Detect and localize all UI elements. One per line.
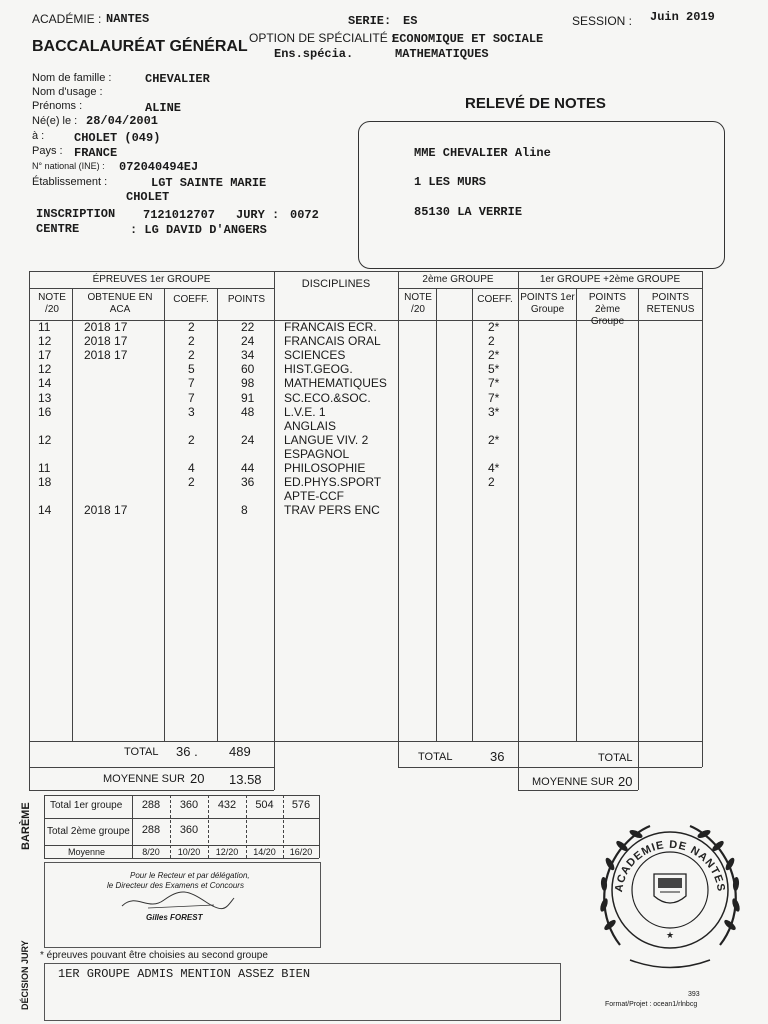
row-discipline: TRAV PERS ENC bbox=[284, 503, 380, 518]
ine-value: 072040494EJ bbox=[119, 160, 199, 174]
row-discipline: APTE-CCF bbox=[284, 489, 344, 504]
moyenne-sur: 20 bbox=[190, 771, 205, 786]
row-obtenue: 2018 17 bbox=[84, 348, 128, 363]
inscription-value: 7121012707 bbox=[143, 208, 216, 222]
bareme-row3-label: Moyenne bbox=[68, 847, 106, 857]
header-coeff-2eme: COEFF. bbox=[477, 294, 513, 305]
header-points-1er-groupe: POINTS 1er Groupe bbox=[520, 292, 575, 315]
row-coeff: 7 bbox=[188, 390, 195, 405]
row-discipline: SCIENCES bbox=[284, 348, 346, 363]
row-coeff2: 2* bbox=[488, 348, 500, 363]
birthdate-value: 28/04/2001 bbox=[86, 114, 159, 128]
seal-text: ACADEMIE DE NANTES bbox=[613, 838, 727, 893]
bareme-cell: 288 bbox=[141, 824, 161, 836]
row-points: 8 bbox=[241, 503, 248, 518]
bareme-cell: 288 bbox=[141, 799, 161, 811]
row-points: 22 bbox=[241, 320, 255, 334]
centre-label: CENTRE bbox=[36, 222, 80, 236]
row-points: 44 bbox=[241, 461, 255, 475]
bareme-cell: 504 bbox=[255, 799, 274, 811]
signature-line1: Pour le Recteur et par délégation, bbox=[130, 871, 250, 880]
row-discipline: FRANCAIS ECR. bbox=[284, 320, 377, 334]
ine-label: N° national (INE) : bbox=[32, 161, 105, 171]
total2-label: TOTAL bbox=[418, 751, 453, 763]
row-note: 18 bbox=[38, 475, 52, 490]
row-discipline: ESPAGNOL bbox=[284, 446, 350, 461]
row-coeff2: 4* bbox=[488, 461, 500, 475]
signature-name: Gilles FOREST bbox=[146, 913, 203, 922]
total-label: TOTAL bbox=[124, 746, 159, 758]
prenoms-value: ALINE bbox=[145, 101, 182, 115]
decision-side-label: DÉCISION JURY bbox=[20, 940, 30, 1010]
header-epreuves-1er-groupe: ÉPREUVES 1er GROUPE bbox=[92, 274, 211, 285]
decision-text: 1ER GROUPE ADMIS MENTION ASSEZ BIEN bbox=[58, 967, 311, 981]
row-coeff: 2 bbox=[188, 334, 195, 349]
row-coeff2: 2* bbox=[488, 320, 500, 334]
row-coeff: 5 bbox=[188, 362, 195, 377]
ens-label: Ens.spécia. bbox=[274, 47, 354, 61]
row-discipline: FRANCAIS ORAL bbox=[284, 334, 381, 349]
row-discipline: SC.ECO.&SOC. bbox=[284, 390, 371, 405]
bareme-cell: 360 bbox=[179, 824, 199, 836]
row-note: 12 bbox=[38, 432, 52, 447]
row-coeff2: 2 bbox=[488, 475, 495, 490]
header-2eme-groupe: 2ème GROUPE bbox=[422, 274, 494, 285]
header-points-retenus: POINTS RETENUS bbox=[646, 292, 695, 315]
total-coeff: 36 . bbox=[176, 744, 198, 759]
serie-value: ES bbox=[403, 14, 418, 28]
releve-title: RELEVÉ DE NOTES bbox=[465, 95, 606, 112]
session-label: SESSION : bbox=[572, 14, 633, 28]
row-coeff2: 5* bbox=[488, 362, 500, 377]
moyenne-label: MOYENNE SUR bbox=[103, 773, 185, 785]
row-note: 12 bbox=[38, 362, 52, 377]
row-discipline: ANGLAIS bbox=[284, 418, 337, 433]
svg-text:★: ★ bbox=[665, 930, 675, 940]
address-line2: 1 LES MURS bbox=[414, 175, 487, 189]
bareme-row2-label: Total 2ème groupe bbox=[47, 826, 130, 837]
row-coeff: 4 bbox=[188, 461, 195, 475]
row-points: 24 bbox=[241, 432, 255, 447]
bareme-cell: 432 bbox=[217, 799, 237, 811]
address-line1: MME CHEVALIER Aline bbox=[414, 146, 551, 160]
document-title: BACCALAURÉAT GÉNÉRAL bbox=[32, 38, 248, 55]
row-discipline: ED.PHYS.SPORT bbox=[284, 475, 382, 490]
total-points: 489 bbox=[229, 744, 251, 759]
nom-famille-label: Nom de famille : bbox=[32, 72, 112, 84]
header-points-2eme-groupe: POINTS 2ème Groupe bbox=[588, 292, 627, 327]
etablissement-label: Établissement : bbox=[32, 176, 108, 188]
header-1er-plus-2eme-groupe: 1er GROUPE +2ème GROUPE bbox=[539, 274, 681, 285]
jury-value: 0072 bbox=[290, 208, 319, 222]
row-coeff: 2 bbox=[188, 320, 195, 334]
bareme-cell: 12/20 bbox=[215, 847, 239, 857]
row-note: 14 bbox=[38, 503, 52, 518]
centre-value: : LG DAVID D'ANGERS bbox=[130, 223, 267, 237]
ens-value: MATHEMATIQUES bbox=[395, 47, 489, 61]
row-coeff2: 3* bbox=[488, 404, 500, 419]
etablissement-line1: LGT SAINTE MARIE bbox=[151, 176, 267, 190]
bareme-side-label: BARÈME bbox=[20, 802, 32, 850]
row-note: 13 bbox=[38, 390, 52, 405]
signature-scribble bbox=[118, 886, 238, 914]
jury-label: JURY : bbox=[236, 208, 280, 222]
academie-label: ACADÉMIE : bbox=[32, 12, 102, 26]
bareme-cell: 360 bbox=[179, 799, 199, 811]
inscription-label: INSCRIPTION bbox=[36, 207, 116, 221]
bareme-cell: 14/20 bbox=[253, 847, 276, 857]
header-coeff: COEFF. bbox=[173, 294, 209, 305]
bareme-cell: 10/20 bbox=[177, 847, 201, 857]
header-disciplines: DISCIPLINES bbox=[301, 278, 371, 290]
row-note: 12 bbox=[38, 334, 52, 349]
row-discipline: MATHEMATIQUES bbox=[284, 376, 387, 391]
row-discipline: LANGUE VIV. 2 bbox=[284, 432, 369, 447]
footer-code: 393 bbox=[688, 991, 700, 998]
row-points: 36 bbox=[241, 475, 255, 490]
row-points: 24 bbox=[241, 334, 255, 349]
row-note: 17 bbox=[38, 348, 52, 363]
etablissement-line2: CHOLET bbox=[126, 190, 170, 204]
row-discipline: L.V.E. 1 bbox=[284, 404, 326, 419]
row-coeff: 2 bbox=[188, 348, 195, 363]
header-note: NOTE /20 bbox=[38, 292, 66, 315]
bareme-cell: 8/20 bbox=[142, 847, 160, 857]
row-points: 34 bbox=[241, 348, 255, 363]
academie-seal bbox=[590, 810, 750, 980]
address-box bbox=[358, 121, 725, 269]
session-value: Juin 2019 bbox=[650, 10, 715, 24]
row-coeff: 2 bbox=[188, 432, 195, 447]
row-coeff: 3 bbox=[188, 404, 195, 419]
header-note-2eme: NOTE /20 bbox=[404, 292, 432, 315]
birthplace-value: CHOLET (049) bbox=[74, 131, 161, 145]
row-note: 11 bbox=[38, 461, 51, 475]
row-coeff: 7 bbox=[188, 376, 195, 391]
bareme-row1-label: Total 1er groupe bbox=[50, 800, 123, 811]
footnote: * épreuves pouvant être choisies au second groupe bbox=[40, 950, 268, 961]
row-points: 98 bbox=[241, 376, 255, 391]
address-line3: 85130 LA VERRIE bbox=[414, 205, 523, 219]
prenoms-label: Prénoms : bbox=[32, 100, 83, 112]
row-obtenue: 2018 17 bbox=[84, 334, 128, 349]
signature-line2: le Directeur des Examens et Concours bbox=[107, 881, 244, 890]
option-label: OPTION DE SPÉCIALITÉ : bbox=[249, 31, 395, 45]
nom-usage-label: Nom d'usage : bbox=[32, 86, 103, 98]
pays-label: Pays : bbox=[32, 145, 63, 157]
row-obtenue: 2018 17 bbox=[84, 503, 128, 518]
row-coeff2: 7* bbox=[488, 376, 500, 391]
option-value: ECONOMIQUE ET SOCIALE bbox=[392, 32, 544, 46]
row-coeff2: 2* bbox=[488, 432, 500, 447]
bareme-cell: 576 bbox=[291, 799, 311, 811]
row-points: 48 bbox=[241, 404, 255, 419]
header-obtenue: OBTENUE EN ACA bbox=[87, 292, 153, 315]
row-discipline: PHILOSOPHIE bbox=[284, 461, 366, 475]
nom-famille-value: CHEVALIER bbox=[145, 72, 210, 86]
row-note: 14 bbox=[38, 376, 52, 391]
moyenne2-label: MOYENNE SUR bbox=[532, 776, 614, 788]
row-coeff2: 7* bbox=[488, 390, 500, 405]
moyenne-value: 13.58 bbox=[229, 772, 262, 787]
total2-coeff: 36 bbox=[490, 749, 505, 764]
serie-label: SERIE: bbox=[348, 14, 392, 28]
total3-label: TOTAL bbox=[598, 752, 633, 764]
bareme-cell: 16/20 bbox=[289, 847, 313, 857]
pays-value: FRANCE bbox=[74, 146, 118, 160]
birthplace-label: à : bbox=[32, 130, 45, 142]
moyenne2-sur: 20 bbox=[618, 774, 633, 789]
row-points: 91 bbox=[241, 390, 255, 405]
footer-format: Format/Projet : ocean1/rlnbcg bbox=[605, 1001, 698, 1008]
row-obtenue: 2018 17 bbox=[84, 320, 128, 334]
academie-value: NANTES bbox=[106, 12, 150, 26]
row-points: 60 bbox=[241, 362, 255, 377]
row-discipline: HIST.GEOG. bbox=[284, 362, 353, 377]
row-coeff: 2 bbox=[188, 475, 195, 490]
birthdate-label: Né(e) le : bbox=[32, 115, 78, 127]
row-note: 16 bbox=[38, 404, 52, 419]
header-points: POINTS bbox=[227, 294, 266, 305]
row-note: 11 bbox=[38, 320, 51, 334]
row-coeff2: 2 bbox=[488, 334, 495, 349]
